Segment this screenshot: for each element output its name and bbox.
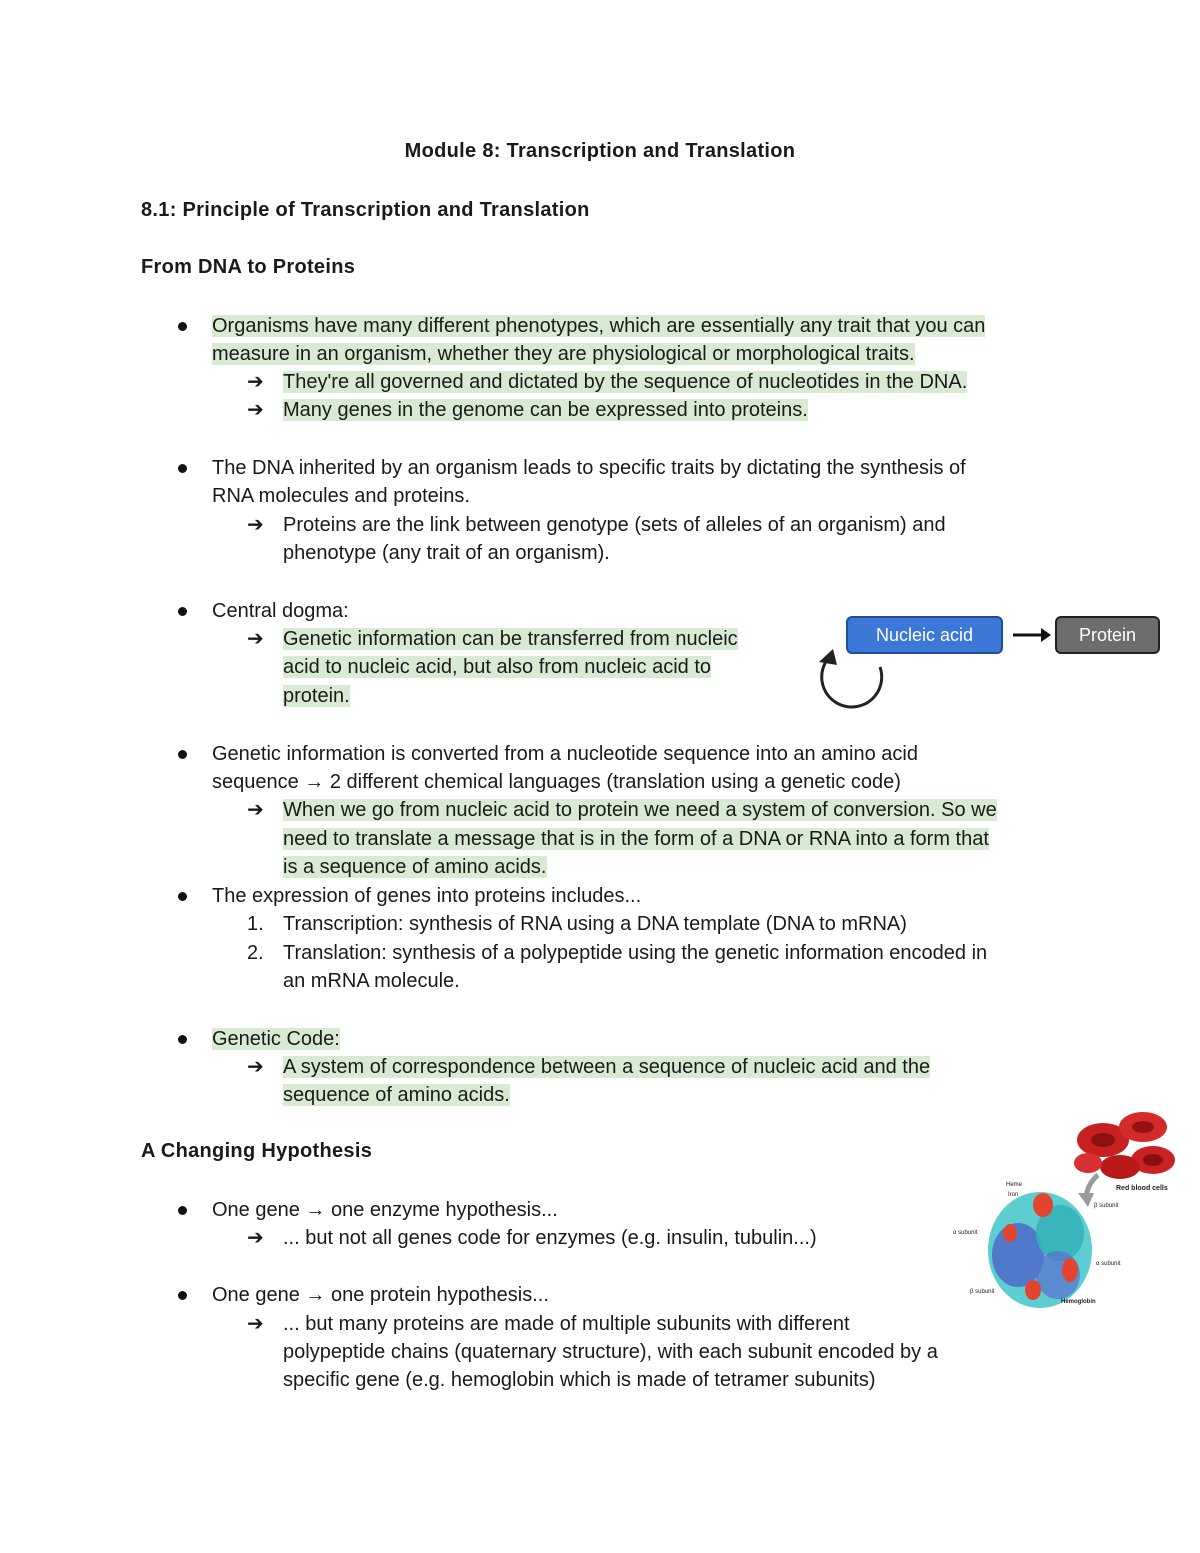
bullet-2-line-1: The DNA inherited by an organism leads to specific traits by dictating the synthesis of [212, 457, 966, 479]
hemoglobin-illustration [948, 1105, 1180, 1315]
bullet-3-line-1: Central dogma: [212, 600, 349, 622]
bullet-2-line-2: RNA molecules and proteins. [212, 485, 470, 507]
arrow-bullet-icon: ➔ [247, 371, 264, 393]
protein-label: Protein [1078, 625, 1137, 645]
rbc-label: Red blood cells [1116, 1185, 1168, 1192]
arrow-bullet-icon: ➔ [247, 1056, 264, 1078]
bullet-4-line-1: Genetic information is converted from a nucleotide sequence into an amino acid [212, 743, 918, 765]
bullet-dot [178, 1206, 187, 1215]
bullet-4-sub-1-line-3: is a sequence of amino acids. [283, 856, 547, 878]
heme-label: Heme [1006, 1182, 1023, 1188]
bullet-4-sub-1-line-2: need to translate a message that is in the form of a DNA or RNA into a form that [283, 828, 989, 850]
bullet-1-line-2: measure in an organism, whether they are physiological or morphological traits. [212, 343, 915, 365]
bullet-dot [178, 607, 187, 616]
bullet-5-line-1: The expression of genes into proteins includes... [212, 885, 642, 907]
bullet-6-sub-1-line-1: A system of correspondence between a sequence of nucleic acid and the [283, 1056, 931, 1078]
bullet-dot [178, 1291, 187, 1300]
arrow-bullet-icon: ➔ [247, 628, 264, 650]
bullet-4-sub-1-line-1: When we go from nucleic acid to protein we need a system of conversion. So we [283, 799, 997, 821]
arrow-bullet-icon: ➔ [247, 799, 264, 821]
bullet-8-sub-1-line-2: polypeptide chains (quaternary structure), with each subunit encoded by a [283, 1341, 938, 1363]
bullet-7-line-1: One gene → one enzyme hypothesis... [212, 1199, 558, 1221]
subheading-changing-hypothesis: A Changing Hypothesis [141, 1140, 373, 1162]
bullet-6-sub-1-line-2: sequence of amino acids. [283, 1084, 510, 1106]
red-blood-cells-image [1074, 1112, 1175, 1179]
bullet-3-sub-1-line-2: acid to nucleic acid, but also from nucleic acid to [283, 656, 711, 678]
bullet-7-sub-1: ... but not all genes code for enzymes (e.g. insulin, tubulin...) [283, 1227, 817, 1249]
numbered-item-2-line-2: an mRNA molecule. [283, 970, 460, 992]
alpha-subunit-label-2: α subunit [1096, 1261, 1121, 1267]
nucleic-acid-label: Nucleic acid [875, 625, 974, 645]
arrow-bullet-icon: ➔ [247, 1227, 264, 1249]
list-number: 2. [247, 942, 264, 964]
bullet-dot [178, 464, 187, 473]
alpha-subunit-label-1: α subunit [953, 1230, 978, 1236]
arrow-bullet-icon: ➔ [247, 514, 264, 536]
bullet-1-sub-2: Many genes in the genome can be expressed into proteins. [283, 399, 808, 421]
central-dogma-diagram [805, 605, 1170, 715]
bullet-dot [178, 750, 187, 759]
bullet-3-sub-1-line-3: protein. [283, 685, 350, 707]
bullet-dot [178, 892, 187, 901]
bullet-dot [178, 322, 187, 331]
beta-subunit-label-1: β subunit [1094, 1203, 1119, 1209]
bullet-1-line-1: Organisms have many different phenotypes, which are essentially any trait that you can [212, 315, 986, 337]
numbered-item-2-line-1: Translation: synthesis of a polypeptide using the genetic information encoded in [283, 942, 988, 964]
beta-subunit-label-2: β subunit [970, 1289, 995, 1295]
numbered-item-1: Transcription: synthesis of RNA using a DNA template (DNA to mRNA) [283, 913, 907, 935]
bullet-4-line-2: sequence → 2 different chemical languages (translation using a genetic code) [212, 771, 901, 793]
section-heading: 8.1: Principle of Transcription and Translation [141, 199, 590, 221]
bullet-dot [178, 1035, 187, 1044]
loop-arrow-head-icon [819, 649, 837, 665]
hemoglobin-label: Hemoglobin [1061, 1299, 1096, 1305]
subheading-dna-to-proteins: From DNA to Proteins [141, 256, 356, 278]
bullet-8-sub-1-line-1: ... but many proteins are made of multiple subunits with different [283, 1313, 850, 1335]
bullet-8-line-1: One gene → one protein hypothesis... [212, 1284, 549, 1306]
arrow-bullet-icon: ➔ [247, 399, 264, 421]
bullet-2-sub-1-line-1: Proteins are the link between genotype (sets of alleles of an organism) and [283, 514, 946, 536]
pointer-arrow-head-icon [1078, 1193, 1094, 1207]
arrow-bullet-icon: ➔ [247, 1313, 264, 1335]
list-number: 1. [247, 913, 264, 935]
self-loop-arrow-icon [822, 660, 882, 707]
bullet-3-sub-1-line-1: Genetic information can be transferred from nucleic [283, 628, 738, 650]
bullet-6-line-1: Genetic Code: [212, 1028, 340, 1050]
iron-label: Iron [1008, 1192, 1019, 1198]
bullet-1-sub-1: They're all governed and dictated by the sequence of nucleotides in the DNA. [283, 371, 968, 393]
bullet-2-sub-1-line-2: phenotype (any trait of an organism). [283, 542, 610, 564]
bullet-8-sub-1-line-3: specific gene (e.g. hemoglobin which is made of tetramer subunits) [283, 1369, 876, 1391]
hemoglobin-molecule-image [988, 1192, 1092, 1308]
page-title: Module 8: Transcription and Translation [404, 140, 796, 162]
arrow-head-icon [1041, 628, 1051, 642]
